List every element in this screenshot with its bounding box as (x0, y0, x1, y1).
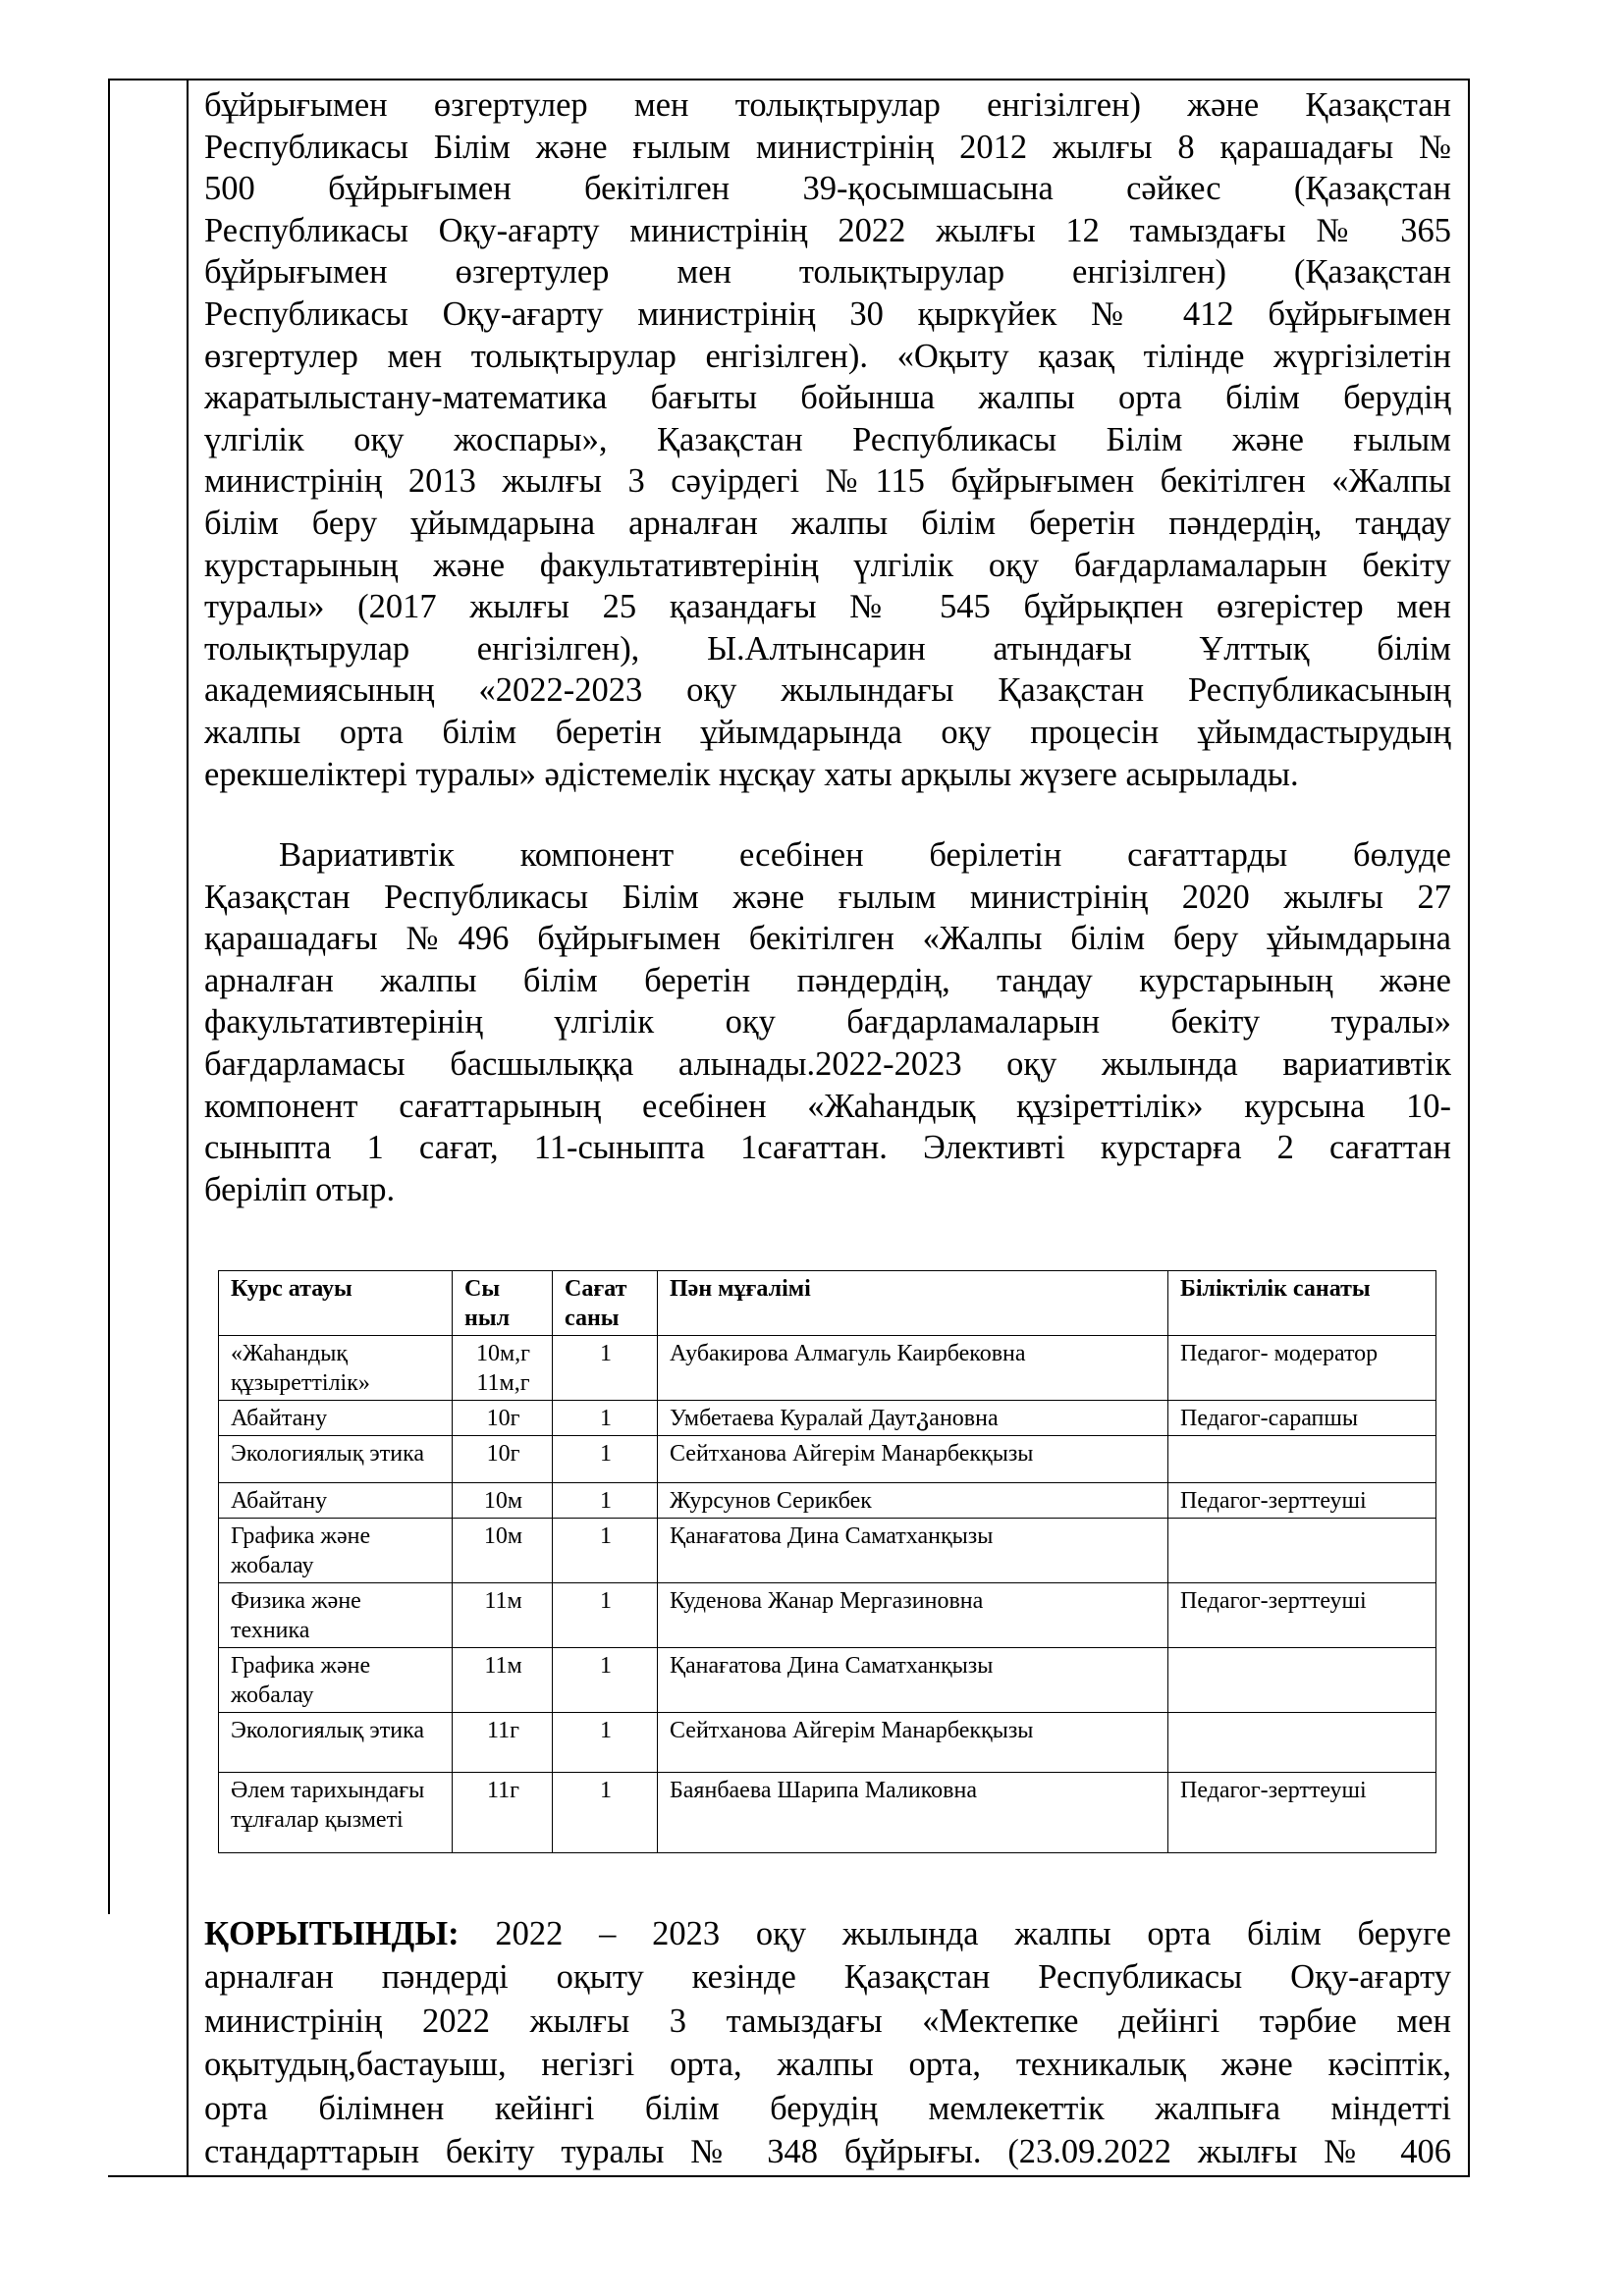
cell-teacher: Баянбаева Шарипа Маликовна (658, 1773, 1168, 1853)
cell-teacher: Куденова Жанар Мергазиновна (658, 1583, 1168, 1648)
text-line: үлгілік оқу жоспары», Қазақстан Республикасы Білім және ғылым (204, 420, 1451, 458)
text-line: сыныпта 1 сағат, 11-сыныпта 1сағаттан. Элективті курстарға 2 сағаттан (204, 1129, 1451, 1167)
text-line: курстарының және факультативтерінің үлгілік оқу бағдарламаларын бекіту (204, 546, 1451, 584)
text-line: Республикасы Оқу-ағарту министрінің 30 қыркүйек № 412 бұйрығымен (204, 294, 1451, 333)
course-table (218, 1270, 1436, 1853)
cell-hours: 1 (553, 1648, 658, 1713)
conclusion-line (204, 1912, 1451, 1955)
cell-hours: 1 (553, 1583, 658, 1648)
cell-teacher: Қанағатова Дина Саматханқызы (658, 1519, 1168, 1583)
table-row (219, 1483, 1436, 1519)
cell-class: 10м (453, 1483, 553, 1519)
cell-course: Графика және жобалау (219, 1648, 453, 1713)
cell-course: Абайтану (219, 1401, 453, 1436)
header-course: Курс атауы (219, 1271, 453, 1336)
frame-bottom (108, 2175, 1470, 2177)
text-line: Республикасы Білім және ғылым министрінің 2012 жылғы 8 қарашадағы № (204, 128, 1451, 166)
text-line: ерекшеліктері туралы» әдістемелік нұсқау хаты арқылы жүзеге асырылады. (204, 755, 1299, 793)
frame-right (1468, 79, 1470, 2177)
header-class: Сы ныл (453, 1271, 553, 1336)
cell-course: Экологиялық этика (219, 1713, 453, 1773)
header-teacher: Пән мұғалімі (658, 1271, 1168, 1336)
frame-top (108, 79, 1470, 80)
text-line: толықтырулар енгізілген), Ы.Алтынсарин атындағы Ұлттық білім (204, 629, 1451, 667)
paragraph-conclusion (204, 1912, 1451, 2173)
cell-class: 10г (453, 1436, 553, 1483)
table-row (219, 1519, 1436, 1583)
conclusion-line: арналған пәндерді оқыту кезінде Қазақстан Республикасы Оқу-ағарту (204, 1958, 1451, 1997)
cell-category (1168, 1713, 1436, 1773)
text-line: Вариативтік компонент есебінен берілетін сағаттарды бөлуде (279, 836, 1451, 874)
cell-hours: 1 (553, 1401, 658, 1436)
text-line: арналған жалпы білім беретін пәндердің, таңдау курстарының және (204, 961, 1451, 999)
cell-teacher: Аубакирова Алмагуль Каирбековна (658, 1336, 1168, 1401)
text-line: туралы» (2017 жылғы 25 қазандағы № 545 бұйрықпен өзгерістер мен (204, 588, 1451, 626)
text-line: бағдарламасы басшылыққа алынады.2022-2023 оқу жылында вариативтік (204, 1044, 1451, 1083)
table-row (219, 1436, 1436, 1483)
cell-hours: 1 (553, 1336, 658, 1401)
text-line: 500 бұйрығымен бекітілген 39-қосымшасына сәйкес (Қазақстан (204, 170, 1451, 208)
table-row (219, 1583, 1436, 1648)
cell-category (1168, 1519, 1436, 1583)
text-line: Республикасы Оқу-ағарту министрінің 2022 жылғы 12 тамыздағы № 365 (204, 211, 1451, 249)
header-category: Біліктілік санаты (1168, 1271, 1436, 1336)
cell-category: Педагог-сарапшы (1168, 1401, 1436, 1436)
cell-category: Педагог-зерттеуші (1168, 1483, 1436, 1519)
cell-class: 10г (453, 1401, 553, 1436)
cell-class: 10м,г 11м,г (453, 1336, 553, 1401)
cell-hours: 1 (553, 1483, 658, 1519)
conclusion-line: орта білімнен кейінгі білім берудің мемлекеттік жалпыға міндетті (204, 2089, 1451, 2127)
cell-course: «Жаһандық құзыреттілік» (219, 1336, 453, 1401)
conclusion-heading: ҚОРЫТЫНДЫ: (204, 1915, 460, 1952)
text-line: қарашадағы №496 бұйрығымен бекітілген «Жалпы білім беру ұйымдарына (204, 920, 1451, 958)
cell-teacher: Умбетаева Куралай Даутკановна (658, 1401, 1168, 1436)
conclusion-line: министрінің 2022 жылғы 3 тамыздағы «Мектепке дейінгі тәрбие мен (204, 2002, 1451, 2040)
table-header-row (219, 1271, 1436, 1336)
paragraph-top (204, 84, 1451, 795)
cell-category: Педагог-зерттеуші (1168, 1773, 1436, 1853)
text-line: Қазақстан Республикасы Білім және ғылым министрінің 2020 жылғы 27 (204, 878, 1451, 916)
text-line: беріліп отыр. (204, 1170, 396, 1208)
cell-course: Экологиялық этика (219, 1436, 453, 1483)
text-line: білім беру ұйымдарына арналған жалпы білім беретін пәндердің, таңдау (204, 504, 1451, 542)
cell-teacher: Қанағатова Дина Саматханқызы (658, 1648, 1168, 1713)
cell-hours: 1 (553, 1713, 658, 1773)
conclusion-first-line: 2022 – 2023 оқу жылында жалпы орта білім беруге (459, 1915, 1451, 1952)
header-hours: Сағат саны (553, 1271, 658, 1336)
cell-course: Графика және жобалау (219, 1519, 453, 1583)
cell-teacher: Сейтханова Айгерім Манарбекқызы (658, 1436, 1168, 1483)
cell-teacher: Сейтханова Айгерім Манарбекқызы (658, 1713, 1168, 1773)
cell-hours: 1 (553, 1773, 658, 1853)
conclusion-line: стандарттарын бекіту туралы № 348 бұйрығы. (23.09.2022 жылғы № 406 (204, 2132, 1451, 2170)
cell-course: Әлем тарихындағы тұлғалар қызметі (219, 1773, 453, 1853)
text-line: бұйрығымен өзгертулер мен толықтырулар енгізілген) (Қазақстан (204, 253, 1451, 292)
table-row (219, 1648, 1436, 1713)
cell-class: 11м (453, 1648, 553, 1713)
table-row (219, 1713, 1436, 1773)
cell-hours: 1 (553, 1436, 658, 1483)
cell-category (1168, 1648, 1436, 1713)
table-row (219, 1401, 1436, 1436)
table-row (219, 1773, 1436, 1853)
cell-category (1168, 1436, 1436, 1483)
cell-class: 11г (453, 1773, 553, 1853)
cell-class: 11г (453, 1713, 553, 1773)
text-line: өзгертулер мен толықтырулар енгізілген). «Оқыту қазақ тілінде жүргізілетін (204, 337, 1451, 375)
cell-class: 11м (453, 1583, 553, 1648)
text-line: жалпы орта білім беретін ұйымдарында оқу процесін ұйымдастырудың (204, 713, 1451, 751)
text-line: бұйрығымен өзгертулер мен толықтырулар енгізілген) және Қазақстан (204, 86, 1451, 124)
cell-course: Абайтану (219, 1483, 453, 1519)
text-line: жаратылыстану-математика бағыты бойынша жалпы орта білім берудің (204, 379, 1451, 417)
text-line: факультативтерінің үлгілік оқу бағдарламаларын бекіту туралы» (204, 1003, 1451, 1041)
text-line: академиясының «2022-2023 оқу жылындағы Қазақстан Республикасының (204, 671, 1451, 710)
frame-left-outer (108, 79, 110, 1914)
paragraph-variative (204, 834, 1451, 1210)
cell-category: Педагог- модератор (1168, 1336, 1436, 1401)
cell-hours: 1 (553, 1519, 658, 1583)
cell-course: Физика және техника (219, 1583, 453, 1648)
text-line: компонент сағаттарының есебінен «Жаһандық құзіреттілік» курсына 10- (204, 1087, 1451, 1125)
cell-class: 10м (453, 1519, 553, 1583)
frame-left-inner (187, 79, 189, 2177)
table-row (219, 1336, 1436, 1401)
conclusion-line: оқытудың,бастауыш, негізгі орта, жалпы орта, техникалық және кәсіптік, (204, 2046, 1451, 2084)
cell-category: Педагог-зерттеуші (1168, 1583, 1436, 1648)
cell-teacher: Журсунов Серикбек (658, 1483, 1168, 1519)
text-line: министрінің 2013 жылғы 3 сәуірдегі №115 бұйрығымен бекітілген «Жалпы (204, 462, 1451, 501)
